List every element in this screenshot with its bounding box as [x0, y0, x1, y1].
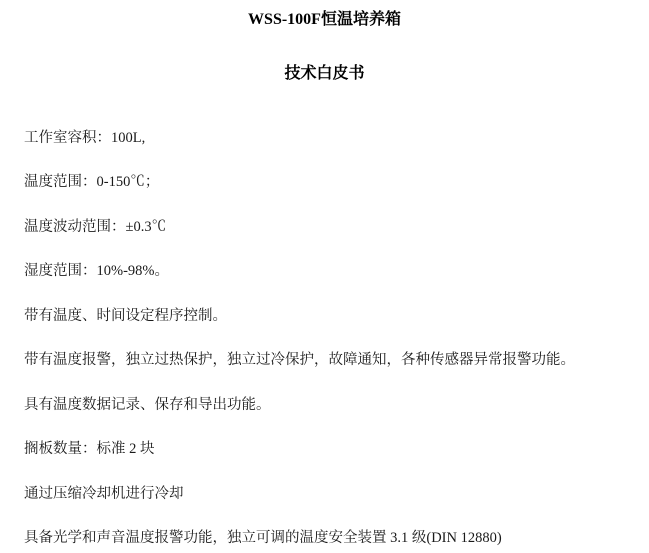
spec-line: 湿度范围：10%-98%。	[24, 263, 169, 279]
spec-line: 搁板数量：标准 2 块	[24, 441, 155, 457]
spec-line: 温度范围：0-150℃；	[24, 174, 160, 190]
spec-line: 具有温度数据记录、保存和导出功能。	[24, 396, 271, 413]
spec-line: 通过压缩冷却机进行冷却	[24, 485, 184, 502]
spec-list	[0, 84, 649, 553]
spec-line: 温度波动范围：±0.3℃	[24, 218, 167, 235]
spec-line: 工作室容积：100L,	[24, 129, 146, 146]
spec-line: 具备光学和声音温度报警功能，独立可调的温度安全装置 3.1 级(DIN 12880)	[24, 530, 502, 546]
document-subtitle: 技术白皮书	[284, 65, 365, 82]
spec-line: 带有温度、时间设定程序控制。	[24, 307, 227, 324]
spec-line: 带有温度报警，独立过热保护，独立过冷保护，故障通知，各种传感器异常报警功能。	[24, 352, 575, 368]
document-title: WSS-100F恒温培养箱	[248, 11, 401, 28]
